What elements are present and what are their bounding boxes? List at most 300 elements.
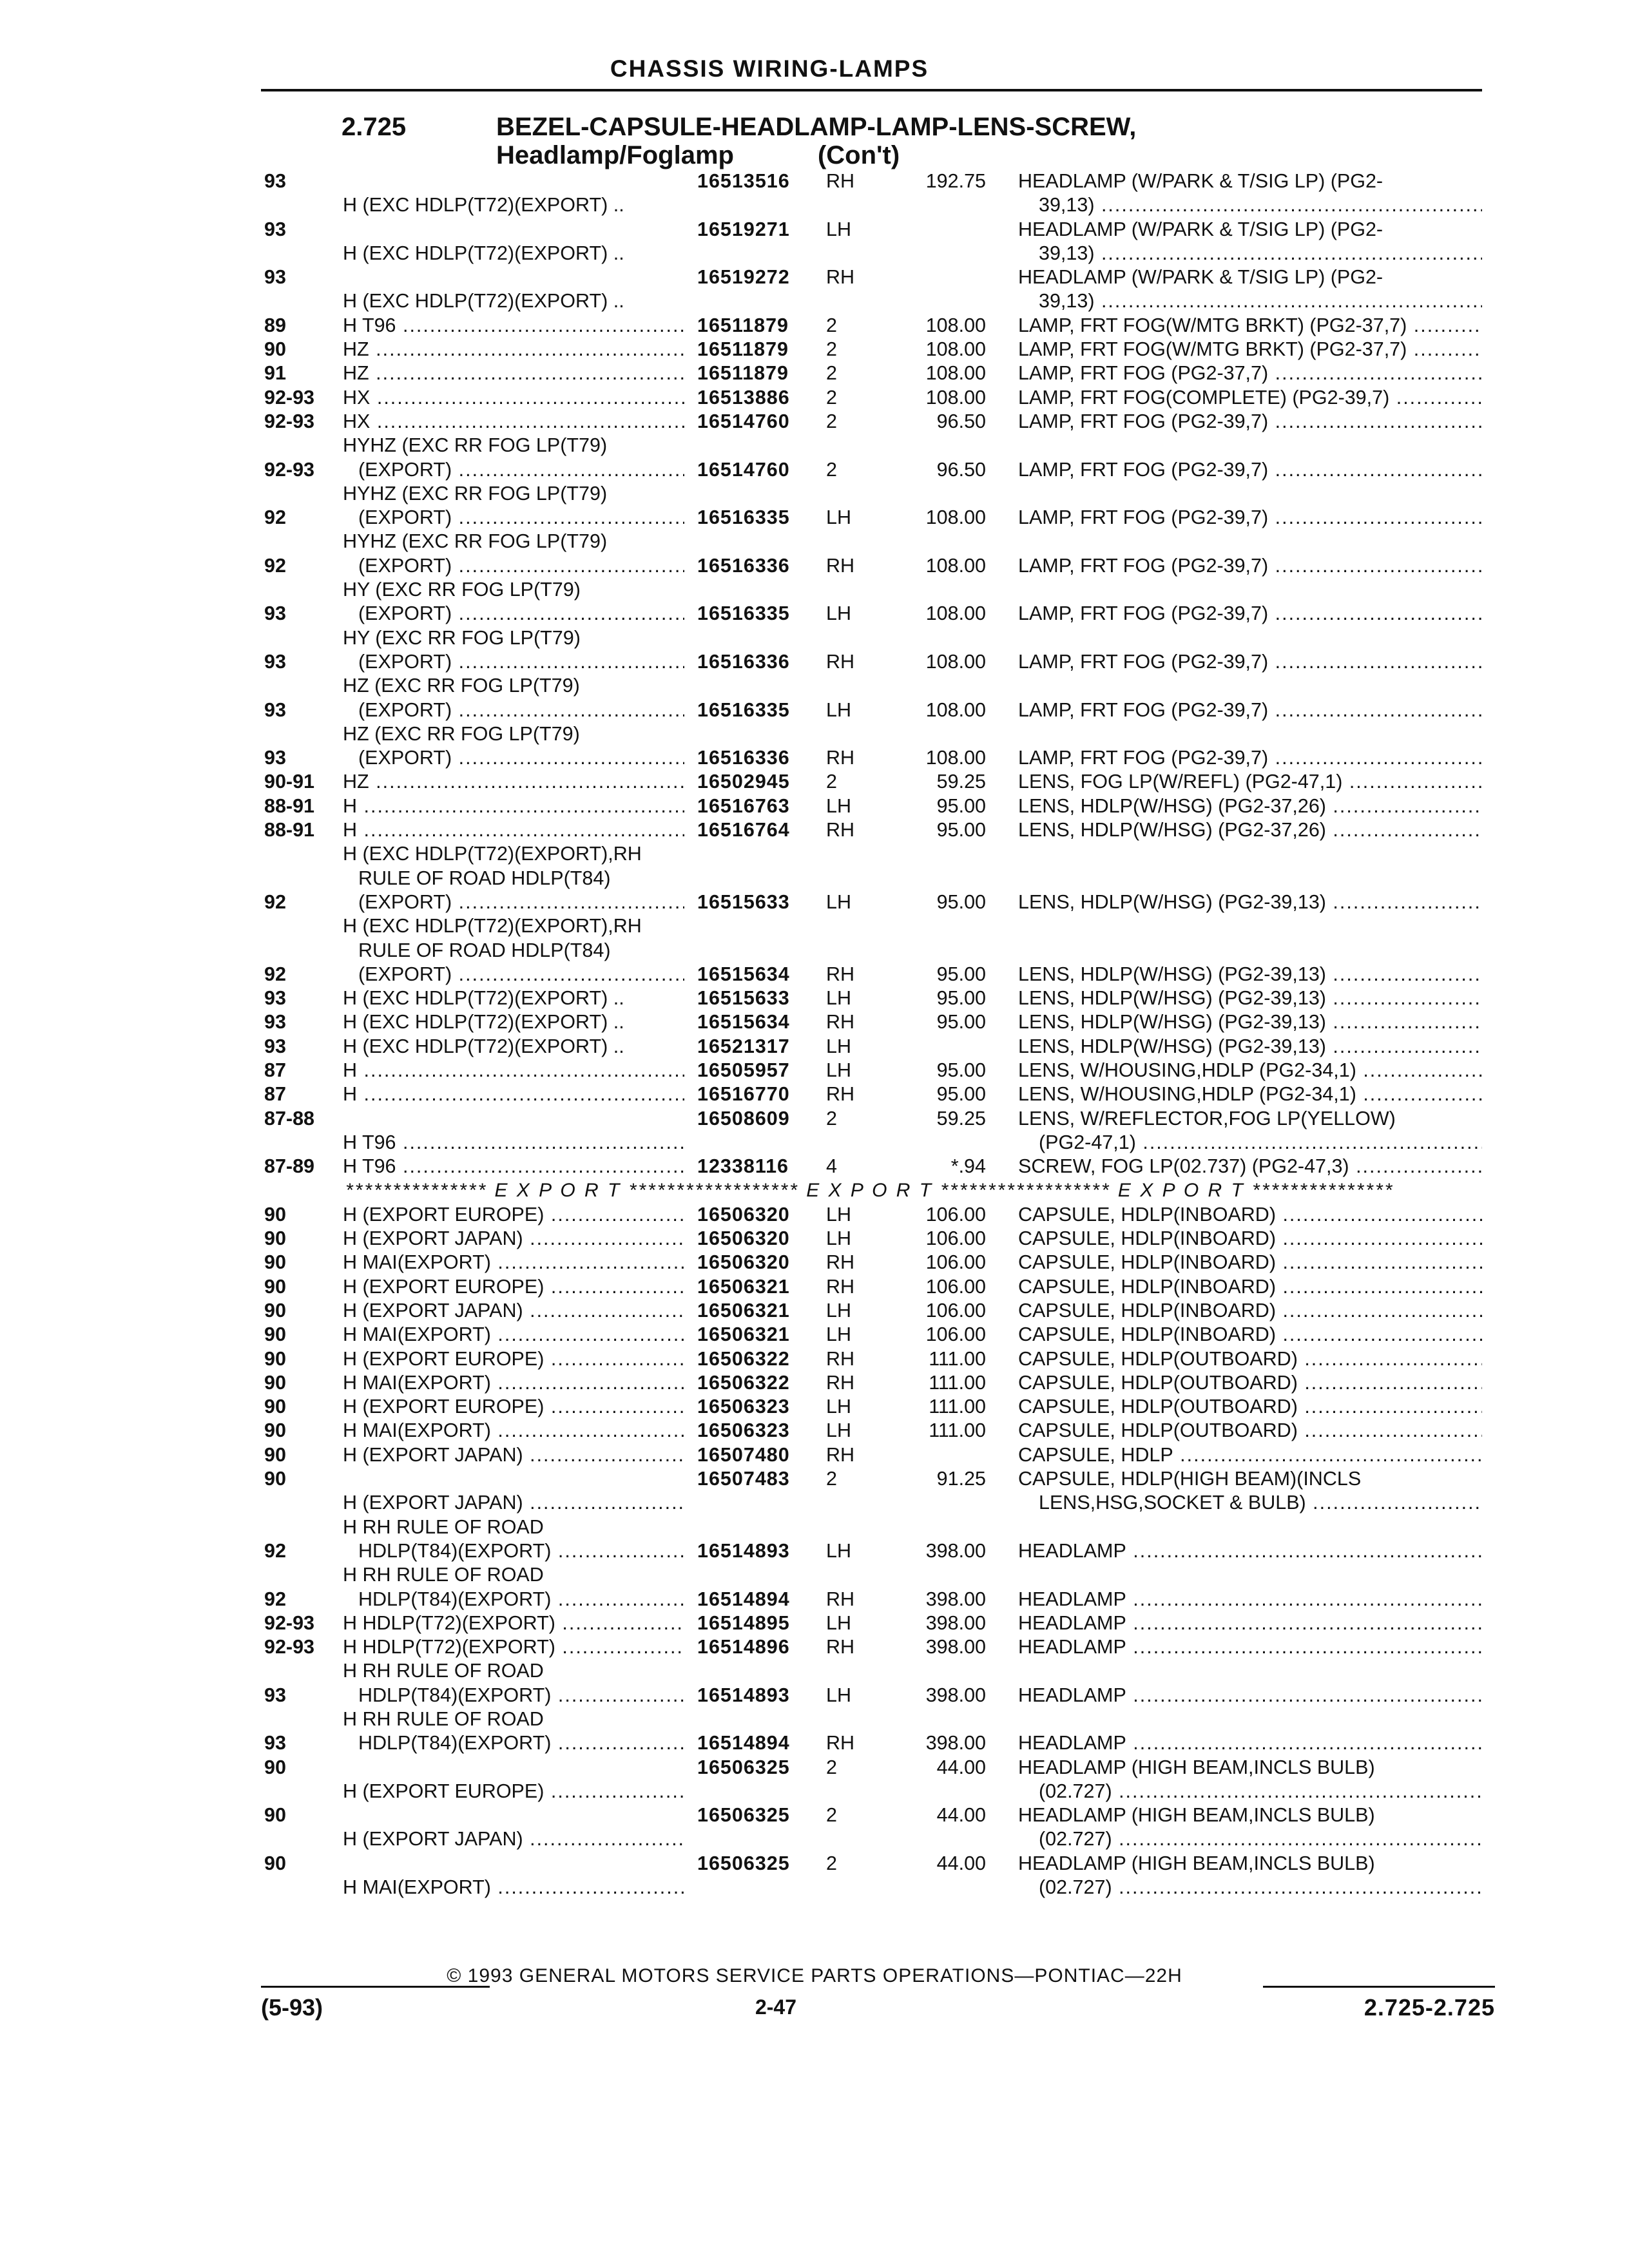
part-number: 16506320: [697, 1227, 790, 1250]
model-line: H (EXPORT EUROPE) .....: [343, 1275, 684, 1299]
table-row: [0, 361, 1629, 385]
model-cell: [343, 289, 684, 313]
model-cell: [343, 1251, 684, 1274]
table-row: [0, 530, 1629, 578]
year-cell: 90: [264, 1347, 286, 1370]
model-cell: [343, 1010, 684, 1034]
quantity-cell: RH: [826, 1732, 855, 1754]
year-cell: 90: [264, 1468, 286, 1490]
price-cell: 398.00: [925, 1588, 986, 1610]
year-cell: 92-93: [264, 1636, 315, 1658]
part-number: 16502945: [697, 771, 790, 793]
year-cell: 93: [264, 747, 286, 769]
quantity-cell: 2: [826, 1804, 837, 1827]
model-line: HZ (EXC RR FOG LP(T79): [343, 675, 580, 697]
description-line: HEADLAMP (HIGH BEAM,INCLS BULB): [1018, 1804, 1375, 1827]
description-line: CAPSULE, HDLP .....: [1018, 1443, 1482, 1467]
description-line: HEADLAMP .....: [1018, 1588, 1482, 1611]
year-cell: 93: [264, 1732, 286, 1754]
model-line: H MAI(EXPORT) .....: [343, 1419, 684, 1443]
table-row: [0, 1395, 1629, 1419]
model-cell: [343, 1347, 684, 1371]
quantity-cell: RH: [826, 1443, 855, 1466]
table-row: [0, 314, 1629, 338]
model-cell: [343, 1443, 684, 1467]
year-cell: 90: [264, 1251, 286, 1274]
part-number: 16521317: [697, 1035, 790, 1057]
part-number: 16516335: [697, 506, 790, 529]
model-line: H (EXC HDLP(T72)(EXPORT),RH: [343, 843, 642, 865]
table-row: [0, 794, 1629, 818]
description-line: (PG2-47,1) .....: [1018, 1131, 1482, 1155]
price-cell: 108.00: [925, 698, 986, 721]
description-cell: [1018, 386, 1482, 410]
year-cell: 93: [264, 266, 286, 289]
model-cell: [343, 1299, 684, 1323]
description-cell: [1018, 1731, 1482, 1755]
model-line: (EXPORT) .....: [343, 698, 684, 722]
part-number: 16506325: [697, 1756, 790, 1778]
model-cell: [343, 914, 684, 986]
description-cell: [1018, 1611, 1482, 1635]
price-cell: 95.00: [936, 794, 986, 817]
model-line: H HDLP(T72)(EXPORT) .....: [343, 1611, 684, 1635]
description-line: LENS, W/REFLECTOR,FOG LP(YELLOW): [1018, 1107, 1396, 1129]
description-cell: [1018, 1155, 1482, 1178]
table-row: [0, 914, 1629, 986]
year-cell: 93: [264, 987, 286, 1010]
model-line: HZ .....: [343, 361, 684, 385]
description-line: HEADLAMP .....: [1018, 1611, 1482, 1635]
model-line: H (EXPORT EUROPE) .....: [343, 1395, 684, 1419]
parts-list: [0, 169, 1629, 1899]
description-cell: [1018, 1588, 1482, 1611]
part-number: 16515633: [697, 987, 790, 1010]
description-line: CAPSULE, HDLP(HIGH BEAM)(INCLS: [1018, 1468, 1362, 1490]
model-cell: [343, 410, 684, 434]
year-cell: 91: [264, 362, 286, 385]
price-cell: 106.00: [925, 1323, 986, 1346]
quantity-cell: RH: [826, 1371, 855, 1394]
model-line: (EXPORT) .....: [343, 506, 684, 530]
table-row: [0, 578, 1629, 626]
model-cell: [343, 242, 684, 265]
table-row: [0, 818, 1629, 842]
table-row: [0, 1107, 1629, 1155]
description-cell: [1018, 746, 1482, 770]
price-cell: 108.00: [925, 362, 986, 385]
price-cell: 106.00: [925, 1299, 986, 1321]
description-cell: [1018, 361, 1482, 385]
year-cell: 93: [264, 1684, 286, 1706]
year-cell: 87-88: [264, 1107, 315, 1129]
quantity-cell: LH: [826, 602, 851, 625]
description-cell: [1018, 1347, 1482, 1371]
model-cell: [343, 722, 684, 771]
model-cell: [343, 530, 684, 578]
quantity-cell: 2: [826, 458, 837, 481]
year-cell: 93: [264, 602, 286, 625]
section-heading: [342, 113, 1136, 169]
table-row: [0, 1299, 1629, 1323]
price-cell: 44.00: [936, 1804, 986, 1827]
quantity-cell: 2: [826, 1107, 837, 1129]
price-cell: 398.00: [925, 1684, 986, 1706]
part-number: 16516336: [697, 650, 790, 673]
quantity-cell: RH: [826, 266, 855, 289]
description-line: LAMP, FRT FOG(W/MTG BRKT) (PG2-37,7) .....: [1018, 338, 1482, 361]
year-cell: 87: [264, 1083, 286, 1106]
description-cell: [1018, 698, 1482, 722]
part-number: 16514894: [697, 1588, 790, 1610]
part-number: 16513886: [697, 386, 790, 408]
description-cell: [1018, 963, 1482, 986]
description-line: LAMP, FRT FOG (PG2-39,7) .....: [1018, 746, 1482, 770]
price-cell: 91.25: [936, 1468, 986, 1490]
model-cell: [343, 578, 684, 626]
model-line: H (EXPORT EUROPE) .....: [343, 1347, 684, 1371]
section-title: BEZEL-CAPSULE-HEADLAMP-LAMP-LENS-SCREW,: [496, 113, 1137, 141]
price-cell: 95.00: [936, 890, 986, 913]
model-line: H (EXC HDLP(T72)(EXPORT) ..: [343, 1035, 624, 1057]
table-row: [0, 1203, 1629, 1227]
model-line: H (EXC HDLP(T72)(EXPORT) ..: [343, 987, 624, 1010]
year-cell: 90: [264, 1203, 286, 1225]
page-title: CHASSIS WIRING-LAMPS: [610, 55, 929, 82]
table-row: [0, 1371, 1629, 1395]
quantity-cell: LH: [826, 1419, 851, 1442]
model-line: HYHZ (EXC RR FOG LP(T79): [343, 434, 608, 457]
continued-label: (Con't): [817, 141, 900, 169]
model-line: H T96 .....: [343, 1131, 684, 1155]
description-line: LAMP, FRT FOG (PG2-39,7) .....: [1018, 410, 1482, 434]
description-cell: [1018, 314, 1482, 338]
model-cell: [343, 986, 684, 1010]
model-cell: [343, 1082, 684, 1106]
description-line: (02.727) .....: [1018, 1827, 1482, 1851]
description-line: LAMP, FRT FOG (PG2-39,7) .....: [1018, 650, 1482, 674]
quantity-cell: LH: [826, 794, 851, 817]
part-number: 16516763: [697, 794, 790, 817]
price-cell: 111.00: [929, 1371, 986, 1394]
description-cell: [1018, 890, 1482, 914]
model-line: H RH RULE OF ROAD: [343, 1660, 544, 1682]
price-cell: 106.00: [925, 1275, 986, 1298]
description-line: 39,13) .....: [1018, 193, 1482, 217]
description-line: LENS, HDLP(W/HSG) (PG2-39,13) .....: [1018, 1035, 1482, 1059]
price-cell: 96.50: [936, 410, 986, 432]
table-row: [0, 1059, 1629, 1082]
description-cell: [1018, 506, 1482, 530]
quantity-cell: RH: [826, 1347, 855, 1370]
quantity-cell: 2: [826, 410, 837, 432]
model-line: H (EXC HDLP(T72)(EXPORT),RH: [343, 915, 642, 937]
part-number: 16515634: [697, 963, 790, 985]
year-cell: 92: [264, 1539, 286, 1562]
table-row: [0, 722, 1629, 771]
description-line: HEADLAMP .....: [1018, 1684, 1482, 1707]
model-line: (EXPORT) .....: [343, 890, 684, 914]
model-line: H (EXC HDLP(T72)(EXPORT) ..: [343, 1011, 624, 1033]
part-number: 16507483: [697, 1468, 790, 1490]
model-line: H (EXPORT JAPAN) .....: [343, 1827, 684, 1851]
price-cell: 95.00: [936, 963, 986, 985]
description-cell: [1018, 1251, 1482, 1274]
table-row: [0, 674, 1629, 722]
year-cell: 92-93: [264, 1611, 315, 1634]
price-cell: 108.00: [925, 747, 986, 769]
part-number: 16511879: [697, 362, 789, 385]
table-row: [0, 410, 1629, 434]
description-cell: [1018, 794, 1482, 818]
quantity-cell: RH: [826, 1275, 855, 1298]
quantity-cell: LH: [826, 1227, 851, 1250]
quantity-cell: LH: [826, 698, 851, 721]
table-row: [0, 1155, 1629, 1178]
model-line: (EXPORT) .....: [343, 554, 684, 578]
price-cell: 59.25: [936, 1107, 986, 1129]
description-line: HEADLAMP (W/PARK & T/SIG LP) (PG2-: [1018, 170, 1383, 192]
model-line: H MAI(EXPORT) .....: [343, 1876, 684, 1899]
year-cell: 88-91: [264, 819, 315, 841]
model-line: H MAI(EXPORT) .....: [343, 1323, 684, 1347]
description-line: LENS, HDLP(W/HSG) (PG2-39,13) .....: [1018, 1010, 1482, 1034]
year-cell: 90: [264, 1443, 286, 1466]
description-cell: [1018, 410, 1482, 434]
model-line: (EXPORT) .....: [343, 602, 684, 626]
table-row: [0, 626, 1629, 675]
table-row: [0, 1467, 1629, 1515]
model-line: H RH RULE OF ROAD: [343, 1515, 544, 1538]
description-line: LAMP, FRT FOG (PG2-39,7) .....: [1018, 554, 1482, 578]
quantity-cell: RH: [826, 963, 855, 985]
description-cell: [1018, 1803, 1482, 1852]
year-cell: 90: [264, 338, 286, 361]
description-line: LENS, HDLP(W/HSG) (PG2-39,13) .....: [1018, 890, 1482, 914]
table-row: [0, 1275, 1629, 1299]
model-cell: [343, 1227, 684, 1251]
part-number: 16508609: [697, 1107, 790, 1129]
year-cell: 92: [264, 506, 286, 529]
description-line: CAPSULE, HDLP(OUTBOARD) .....: [1018, 1419, 1482, 1443]
header-rule: [261, 89, 1482, 91]
model-line: H RH RULE OF ROAD: [343, 1708, 544, 1730]
price-cell: 108.00: [925, 602, 986, 625]
part-number: 16515633: [697, 890, 790, 913]
model-line: (EXPORT) .....: [343, 963, 684, 986]
part-number: 12338116: [697, 1155, 789, 1178]
model-line: H (EXC HDLP(T72)(EXPORT) ..: [343, 242, 624, 264]
price-cell: 95.00: [936, 987, 986, 1010]
description-cell: [1018, 169, 1482, 218]
model-cell: [343, 1491, 684, 1515]
part-number: 16506320: [697, 1251, 790, 1274]
year-cell: 90: [264, 1299, 286, 1321]
description-line: LAMP, FRT FOG (PG2-39,7) .....: [1018, 458, 1482, 482]
model-line: HYHZ (EXC RR FOG LP(T79): [343, 482, 608, 505]
quantity-cell: RH: [826, 747, 855, 769]
table-row: [0, 1010, 1629, 1034]
part-number: 16516335: [697, 602, 790, 625]
model-cell: [343, 1395, 684, 1419]
description-line: 39,13) .....: [1018, 289, 1482, 313]
year-cell: 93: [264, 1035, 286, 1057]
year-cell: 92: [264, 963, 286, 985]
description-line: LENS, HDLP(W/HSG) (PG2-39,13) .....: [1018, 963, 1482, 986]
model-line: H (EXC HDLP(T72)(EXPORT) ..: [343, 290, 624, 312]
year-cell: 87: [264, 1059, 286, 1081]
quantity-cell: RH: [826, 1588, 855, 1610]
part-number: 16516764: [697, 819, 790, 841]
price-cell: 95.00: [936, 1059, 986, 1081]
description-cell: [1018, 602, 1482, 626]
year-cell: 93: [264, 170, 286, 192]
description-cell: [1018, 1275, 1482, 1299]
table-row: [0, 1227, 1629, 1251]
quantity-cell: LH: [826, 1396, 851, 1418]
model-line: RULE OF ROAD HDLP(T84): [358, 939, 611, 961]
price-cell: 398.00: [925, 1636, 986, 1658]
description-line: LENS, FOG LP(W/REFL) (PG2-47,1) .....: [1018, 770, 1482, 794]
table-row: [0, 434, 1629, 482]
part-number: 16511879: [697, 338, 789, 361]
description-cell: [1018, 1395, 1482, 1419]
model-line: H (EXPORT EUROPE) .....: [343, 1780, 684, 1803]
description-line: LAMP, FRT FOG(COMPLETE) (PG2-39,7) .....: [1018, 386, 1482, 410]
table-row: [0, 338, 1629, 361]
part-number: 16516336: [697, 554, 790, 577]
table-row: [0, 842, 1629, 914]
quantity-cell: 2: [826, 338, 837, 361]
description-line: LENS,HSG,SOCKET & BULB) .....: [1018, 1491, 1482, 1515]
year-cell: 92-93: [264, 386, 315, 408]
description-cell: [1018, 554, 1482, 578]
model-line: HDLP(T84)(EXPORT) .....: [343, 1588, 684, 1611]
model-line: HZ (EXC RR FOG LP(T79): [343, 722, 580, 745]
year-cell: 90: [264, 1323, 286, 1346]
table-row: [0, 1852, 1629, 1900]
part-number: 16511879: [697, 314, 789, 336]
price-cell: 106.00: [925, 1227, 986, 1250]
description-line: HEADLAMP (HIGH BEAM,INCLS BULB): [1018, 1852, 1375, 1874]
parts-list-domestic: [0, 169, 1629, 1178]
description-line: LENS, W/HOUSING,HDLP (PG2-34,1) .....: [1018, 1059, 1482, 1082]
model-cell: [343, 1876, 684, 1899]
quantity-cell: RH: [826, 554, 855, 577]
quantity-cell: 4: [826, 1155, 837, 1178]
description-line: LAMP, FRT FOG (PG2-39,7) .....: [1018, 602, 1482, 626]
model-line: H T96 .....: [343, 1155, 684, 1178]
price-cell: *.94: [950, 1155, 986, 1178]
quantity-cell: 2: [826, 771, 837, 793]
price-cell: 95.00: [936, 819, 986, 841]
quantity-cell: RH: [826, 170, 855, 192]
description-line: CAPSULE, HDLP(OUTBOARD) .....: [1018, 1347, 1482, 1371]
description-cell: [1018, 1371, 1482, 1395]
description-line: CAPSULE, HDLP(OUTBOARD) .....: [1018, 1395, 1482, 1419]
part-number: 16505957: [697, 1059, 790, 1081]
price-cell: 95.00: [936, 1083, 986, 1106]
model-line: H (EXPORT JAPAN) .....: [343, 1443, 684, 1467]
part-number: 16516770: [697, 1083, 790, 1106]
price-cell: 59.25: [936, 771, 986, 793]
model-line: (EXPORT) .....: [343, 746, 684, 770]
model-cell: [343, 386, 684, 410]
price-cell: 111.00: [929, 1419, 986, 1442]
model-line: HZ .....: [343, 770, 684, 794]
model-cell: [343, 361, 684, 385]
description-line: LENS, HDLP(W/HSG) (PG2-37,26) .....: [1018, 818, 1482, 842]
quantity-cell: LH: [826, 1611, 851, 1634]
model-cell: [343, 1203, 684, 1227]
model-cell: [343, 1059, 684, 1082]
price-cell: 108.00: [925, 314, 986, 336]
quantity-cell: 2: [826, 386, 837, 408]
model-cell: [343, 1419, 684, 1443]
description-cell: [1018, 1299, 1482, 1323]
part-number: 16514895: [697, 1611, 790, 1634]
part-number: 16506320: [697, 1203, 790, 1225]
model-cell: [343, 1707, 684, 1756]
description-cell: [1018, 1010, 1482, 1034]
table-row: [0, 1659, 1629, 1707]
description-cell: [1018, 1035, 1482, 1059]
model-cell: [343, 1035, 684, 1059]
description-cell: [1018, 1227, 1482, 1251]
model-line: HYHZ (EXC RR FOG LP(T79): [343, 530, 608, 553]
year-cell: 90: [264, 1371, 286, 1394]
model-line: (EXPORT) .....: [343, 458, 684, 482]
description-line: CAPSULE, HDLP(INBOARD) .....: [1018, 1299, 1482, 1323]
quantity-cell: RH: [826, 1011, 855, 1033]
quantity-cell: LH: [826, 506, 851, 529]
part-number: 16514760: [697, 410, 790, 432]
model-cell: [343, 674, 684, 722]
description-cell: [1018, 770, 1482, 794]
price-cell: 108.00: [925, 386, 986, 408]
year-cell: 92-93: [264, 458, 315, 481]
table-row: [0, 770, 1629, 794]
description-line: HEADLAMP (HIGH BEAM,INCLS BULB): [1018, 1756, 1375, 1778]
quantity-cell: 2: [826, 1852, 837, 1874]
description-cell: [1018, 1059, 1482, 1082]
price-cell: 106.00: [925, 1251, 986, 1274]
year-cell: 90: [264, 1396, 286, 1418]
table-row: [0, 265, 1629, 314]
model-cell: [343, 1780, 684, 1803]
part-number: 16506321: [697, 1299, 790, 1321]
description-line: HEADLAMP .....: [1018, 1539, 1482, 1563]
model-line: HY (EXC RR FOG LP(T79): [343, 626, 581, 649]
description-cell: [1018, 1203, 1482, 1227]
table-row: [0, 1082, 1629, 1106]
model-cell: [343, 626, 684, 675]
quantity-cell: 2: [826, 1756, 837, 1778]
model-cell: [343, 1515, 684, 1564]
part-number: 16506325: [697, 1804, 790, 1827]
quantity-cell: 2: [826, 1468, 837, 1490]
model-cell: [343, 770, 684, 794]
year-cell: 93: [264, 650, 286, 673]
year-cell: 90: [264, 1852, 286, 1874]
part-number: 16516335: [697, 698, 790, 721]
price-cell: 398.00: [925, 1539, 986, 1562]
year-cell: 92: [264, 890, 286, 913]
description-line: LENS, HDLP(W/HSG) (PG2-37,26) .....: [1018, 794, 1482, 818]
quantity-cell: 2: [826, 362, 837, 385]
part-number: 16506322: [697, 1347, 790, 1370]
description-line: (02.727) .....: [1018, 1876, 1482, 1899]
